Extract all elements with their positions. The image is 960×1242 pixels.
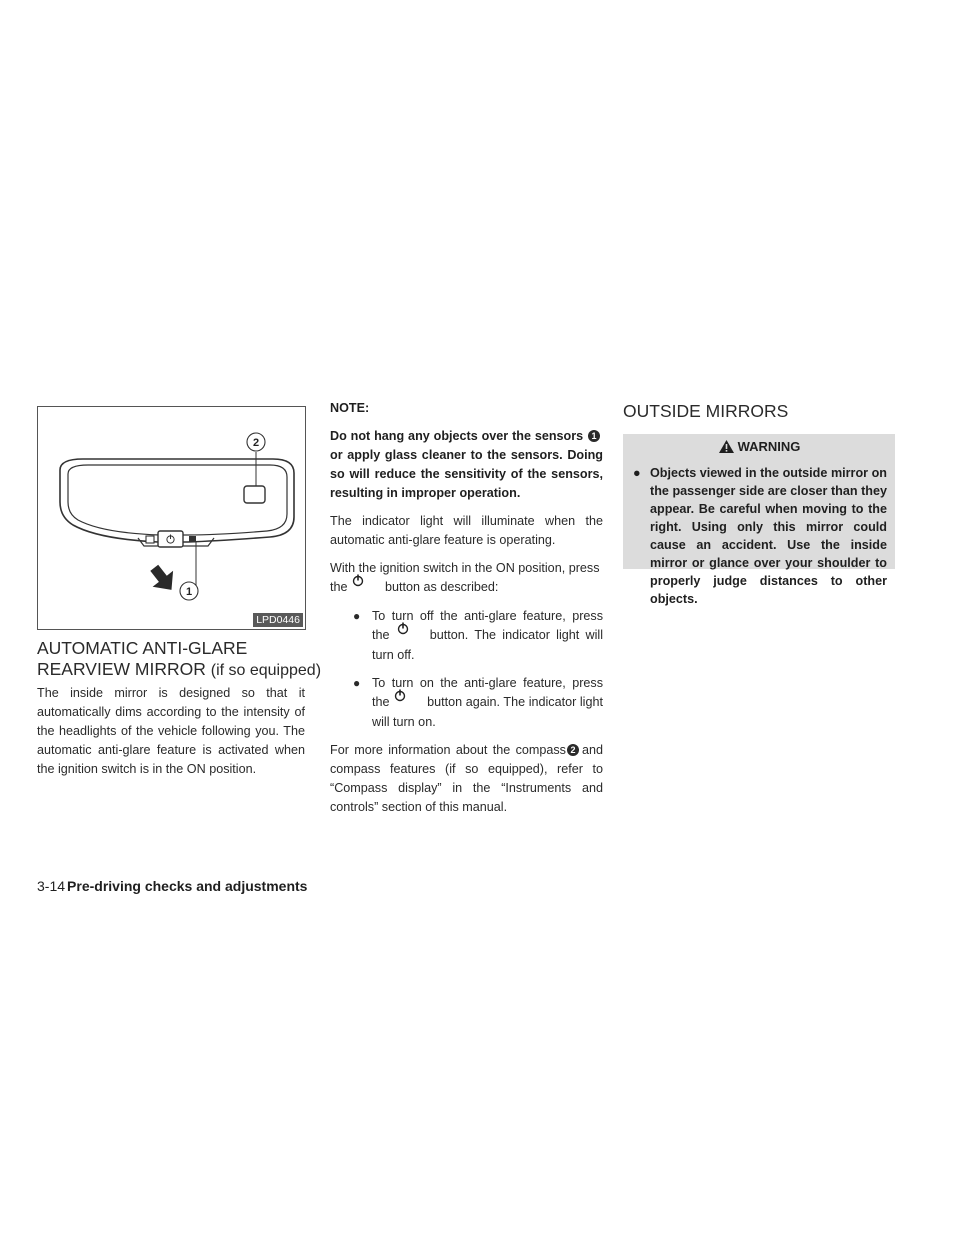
- warning-box: [623, 434, 895, 606]
- press-instruction: With the ignition switch in the ON position, press the button as described:: [330, 561, 600, 594]
- power-icon: [393, 688, 427, 708]
- warning-label: WARNING: [737, 438, 801, 454]
- indicator-text: The indicator light will illuminate when the automatic anti-glare feature is operating.: [330, 514, 603, 547]
- callout-2-inline: 2: [567, 744, 579, 756]
- compass-sensor: [244, 486, 265, 503]
- title-line-1: AUTOMATIC ANTI-GLARE: [37, 638, 248, 658]
- title-suffix: (if so equipped): [210, 662, 322, 679]
- figure-code: LPD0446: [253, 613, 303, 627]
- callout-1-inline: 1: [588, 430, 600, 442]
- chapter-title: Pre-driving checks and adjustments: [67, 878, 308, 894]
- callout-2-label: 2: [252, 437, 260, 449]
- power-icon: [396, 621, 430, 641]
- anti-glare-description: The inside mirror is designed so that it automatically dims according to the intensity of the headlights of the vehicle following you. The automatic anti-glare feature is activated when the ignition switch is in the ON position.: [37, 686, 305, 776]
- note-text: Do not hang any objects over the sensors 1or apply glass cleaner to the sensors. Doing so will reduce the sensitivity of the sensors, resulting in improper operation.: [330, 429, 603, 500]
- middle-column: [330, 399, 603, 817]
- page-number: 3-14: [37, 878, 66, 894]
- rearview-mirror-illustration: [38, 407, 307, 631]
- mirror-figure: [37, 406, 306, 630]
- left-sensor: [146, 536, 154, 543]
- bullet-turn-on: ● To turn on the anti-glare feature, press the button again. The indicator light will turn on.: [353, 676, 603, 729]
- page-footer: [37, 877, 307, 895]
- warning-header: [623, 434, 895, 458]
- arrow-icon: [144, 560, 182, 598]
- warning-list: [623, 458, 895, 608]
- warning-item: ● Objects viewed in the outside mirror on the passenger side are closer than they appear. Be careful when moving to the right. Using only this mirror could cause an accident. Use the inside mirror or glance over your shoulder to properly judge distances to other objects.: [633, 466, 887, 606]
- note-label: NOTE:: [330, 401, 370, 415]
- bullet-turn-off: ● To turn off the anti-glare feature, press the button. The indicator light will turn off.: [353, 609, 603, 662]
- compass-reference: For more information about the compass 2 and compass features (if so equipped), refer to “Compass display” in the “Instruments and controls” section of this manual.: [330, 743, 603, 814]
- warning-icon: [718, 439, 735, 454]
- indicator-light: [189, 536, 196, 542]
- section-title-outside-mirrors: OUTSIDE MIRRORS: [623, 401, 789, 421]
- power-icon: [351, 573, 385, 593]
- title-line-2: REARVIEW MIRROR: [37, 659, 206, 679]
- callout-1-label: 1: [185, 586, 193, 598]
- section-title-anti-glare: [37, 638, 321, 681]
